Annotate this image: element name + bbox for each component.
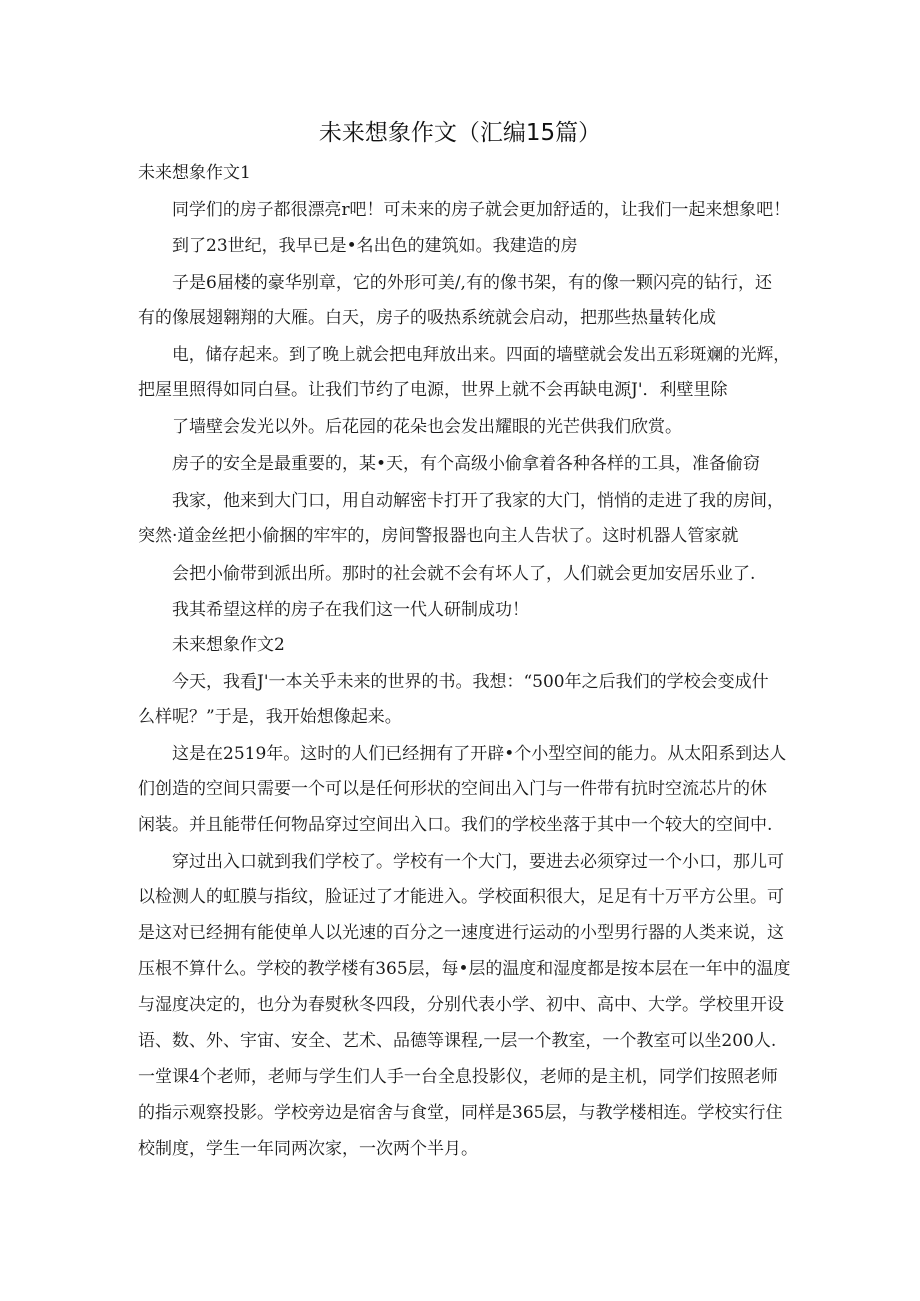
paragraph-line: 有的像展翅翱翔的大雁。白天，房子的吸热系统就会启动，把那些热量转化成 (138, 308, 716, 328)
paragraph-line: 房子的安全是最重要的，某•天，有个高级小偷拿着各种各样的工具，准备偷窃 (172, 454, 761, 474)
paragraph-line: 子是6届楼的豪华别章，它的外形可美/,有的像书架，有的像一颗闪亮的钻行，还 (172, 273, 772, 293)
paragraph-line: 是这对已经拥有能使单人以光速的百分之一速度进行运动的小型男行器的人类来说，这 (138, 923, 784, 943)
paragraph-line: 们创造的空间只需要一个可以是任何形状的空间出入门与一件带有抗时空流芯片的休 (138, 779, 767, 799)
paragraph-line: 与湿度决定的，也分为春熨秋冬四段，分别代表小学、初中、高中、大学。学校里开设 (138, 995, 784, 1015)
paragraph-line: 么样呢？”于是，我开始想像起来。 (138, 707, 402, 727)
paragraph-line: 的指示观察投影。学校旁边是宿舍与食堂，同样是365层，与教学楼相连。学校实行住 (138, 1103, 783, 1123)
document-title: 未来想象作文（汇编15篇） (318, 120, 602, 146)
paragraph-line: 今天，我看J'一本关乎未来的世界的书。我想：“500年之后我们的学校会变成什 (172, 672, 769, 692)
section-heading-1: 未来想象作文1 (138, 163, 251, 183)
paragraph-line: 突然·道金丝把小偷捆的牢牢的，房间警报器也向主人告状了。这时机器人管家就 (138, 526, 739, 546)
paragraph-line: 会把小偷带到派出所。那时的社会就不会有坏人了，人们就会更加安居乐业了. (172, 564, 756, 584)
paragraph-line: 到了23世纪，我早已是•名出色的建筑如。我建造的房 (172, 236, 578, 256)
paragraph-line: 我其希望这样的房子在我们这一代人研制成功！ (172, 600, 529, 620)
paragraph-line: 把屋里照得如同白昼。让我们节约了电源，世界上就不会再缺电源J'．利壁里除 (138, 380, 728, 400)
paragraph-line: 这是在2519年。这时的人们已经拥有了开辟•个小型空间的能力。从太阳系到达人 (172, 744, 787, 764)
paragraph-line: 闲装。并且能带任何物品穿过空间出入口。我们的学校坐落于其中一个较大的空间中. (138, 815, 773, 835)
paragraph-line: 校制度，学生一年同两次家，一次两个半月。 (138, 1139, 478, 1159)
paragraph-line: 电，储存起来。到了晚上就会把电拜放出来。四面的墙壁就会发出五彩斑斓的光辉， (172, 345, 790, 365)
paragraph-line: 我家，他来到大门口，用自动解密卡打开了我家的大门，悄悄的走进了我的房间， (172, 491, 784, 511)
paragraph-line: 同学们的房子都很漂亮r吧！可未来的房子就会更加舒适的，让我们一起来想象吧！ (172, 200, 791, 220)
paragraph-line: 压根不算什么。学校的教学楼有365层，每•层的温度和湿度都是按本层在一年中的温度 (138, 959, 791, 979)
paragraph-line: 一堂课4个老师，老师与学生们人手一台全息投影仪，老师的是主机，同学们按照老师 (138, 1067, 778, 1087)
paragraph-line: 以检测人的虹膜与指纹，脸证过了才能进入。学校面积很大，足足有十万平方公里。可 (138, 887, 784, 907)
section-heading-2: 未来想象作文2 (172, 635, 285, 655)
paragraph-line: 了墙壁会发光以外。后花园的花朵也会发出耀眼的光芒供我们欣赏。 (172, 417, 682, 437)
paragraph-line: 穿过出入口就到我们学校了。学校有一个大门，要进去必须穿过一个小口，那儿可 (172, 852, 784, 872)
paragraph-line: 语、数、外、宇宙、安全、艺术、品德等课程,一层一个教室，一个教室可以坐200人. (138, 1031, 777, 1051)
